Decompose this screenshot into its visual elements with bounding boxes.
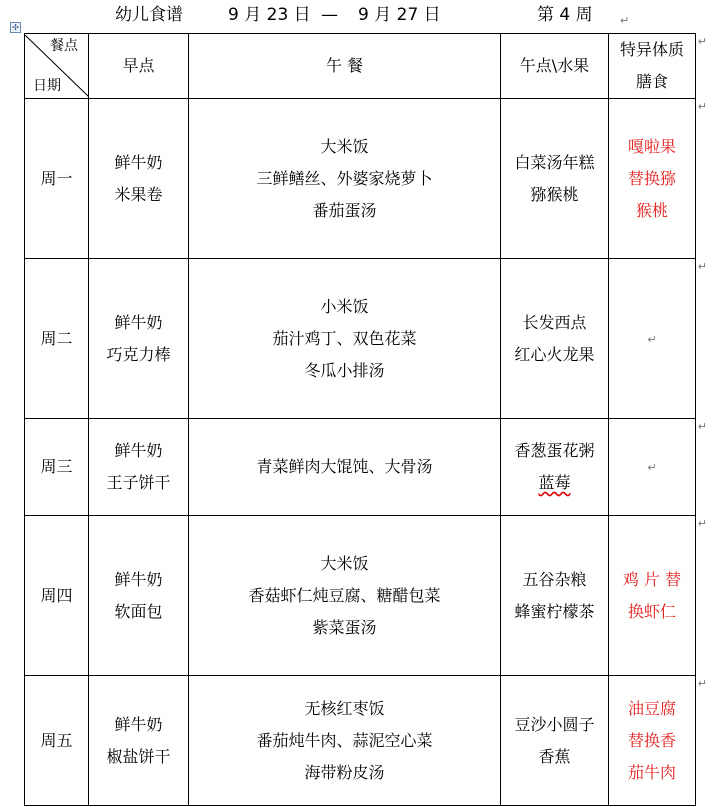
return-arrow-icon: ↵: [697, 100, 707, 113]
snack-item: 香葱蛋花粥: [514, 441, 595, 460]
lunch-item: 青菜鲜肉大馄饨、大骨汤: [256, 457, 433, 476]
snack-cell: [501, 259, 609, 419]
breakfast-item: 米果卷: [114, 184, 163, 204]
special-header-line2: 膳食: [635, 72, 668, 91]
table-row: [25, 259, 696, 419]
lunch-item: 大米饭: [320, 136, 369, 156]
date-from: 9 月 23 日: [228, 5, 311, 25]
breakfast-item: 鲜牛奶: [114, 441, 163, 460]
breakfast-item: 鲜牛奶: [114, 714, 163, 734]
lunch-cell: [189, 516, 501, 676]
special-diet-cell: [609, 516, 707, 676]
special-item: 茄牛肉: [627, 762, 676, 782]
special-header-line1: 特异体质: [619, 40, 684, 59]
return-arrow-icon: ↵: [620, 14, 630, 27]
column-header-lunch: 午 餐: [189, 34, 501, 99]
breakfast-cell: [89, 419, 189, 516]
lunch-item: 冬瓜小排汤: [304, 360, 385, 380]
return-arrow-icon: ↵: [647, 461, 657, 474]
special-item: 猴桃: [635, 200, 668, 220]
day-cell: 周五: [25, 676, 89, 806]
special-diet-cell: [609, 676, 707, 806]
day-cell: 周三: [25, 419, 89, 516]
lunch-item: 紫菜蛋汤: [312, 617, 377, 637]
breakfast-item: 鲜牛奶: [114, 152, 163, 172]
lunch-cell: [189, 99, 501, 259]
day-cell: 周四: [25, 516, 89, 676]
lunch-item: 海带粉皮汤: [304, 762, 385, 782]
column-header-breakfast: 早点: [89, 34, 189, 99]
table-move-handle-icon[interactable]: ✣: [10, 22, 21, 33]
page-title: [0, 0, 718, 30]
special-diet-cell: [609, 259, 707, 419]
column-header-snack: 午点\水果: [501, 34, 609, 99]
table-row: [25, 419, 696, 516]
table-row: [25, 99, 696, 259]
breakfast-item: 鲜牛奶: [114, 569, 163, 589]
lunch-item: 三鲜鳝丝、外婆家烧萝卜: [256, 168, 433, 188]
snack-item: 豆沙小圆子: [514, 714, 595, 734]
table-row: [25, 516, 696, 676]
snack-item: 红心火龙果: [514, 344, 595, 364]
return-arrow-icon: ↵: [697, 420, 707, 433]
lunch-item: 茄汁鸡丁、双色花菜: [272, 328, 417, 348]
return-arrow-icon: ↵: [647, 332, 657, 346]
breakfast-item: 巧克力棒: [106, 344, 171, 364]
snack-item: 白菜汤年糕: [514, 152, 595, 172]
breakfast-item: 椒盐饼干: [106, 746, 171, 766]
lunch-cell: [189, 419, 501, 516]
return-arrow-icon: ↵: [697, 260, 707, 273]
corner-label-meal: 餐点: [50, 38, 78, 54]
date-to: 9 月 27 日: [358, 5, 441, 25]
lunch-item: 大米饭: [320, 553, 369, 573]
lunch-item: 无核红枣饭: [304, 698, 385, 718]
lunch-cell: [189, 259, 501, 419]
lunch-item: 小米饭: [320, 296, 369, 316]
snack-item: 蜂蜜柠檬茶: [514, 601, 595, 621]
return-arrow-icon: ↵: [697, 677, 707, 690]
lunch-cell: [189, 676, 501, 806]
title-text: 幼儿食谱: [115, 5, 183, 25]
special-diet-cell: [609, 419, 707, 516]
return-arrow-icon: ↵: [697, 517, 707, 530]
snack-cell: [501, 99, 609, 259]
snack-item: 猕猴桃: [530, 184, 579, 204]
corner-label-date: 日期: [33, 78, 61, 94]
menu-table: [24, 33, 707, 806]
breakfast-cell: [89, 676, 189, 806]
breakfast-cell: [89, 99, 189, 259]
header-row: [25, 34, 696, 99]
column-header-special: [609, 34, 707, 99]
breakfast-cell: [89, 259, 189, 419]
special-diet-cell: [609, 99, 707, 259]
special-item: 油豆腐: [627, 698, 676, 718]
breakfast-item: 鲜牛奶: [114, 312, 163, 332]
special-item: 替换猕: [627, 168, 676, 188]
snack-item: 五谷杂粮: [522, 569, 587, 589]
snack-item: 长发西点: [522, 312, 587, 332]
snack-item: 蓝莓: [538, 473, 571, 492]
return-arrow-icon: ↵: [697, 35, 707, 48]
table-row: [25, 676, 696, 806]
lunch-item: 香菇虾仁炖豆腐、糖醋包菜: [248, 585, 441, 605]
day-cell: 周一: [25, 99, 89, 259]
breakfast-item: 王子饼干: [106, 473, 171, 492]
week-label: 第 4 周: [537, 5, 593, 25]
breakfast-cell: [89, 516, 189, 676]
snack-cell: [501, 516, 609, 676]
snack-item: 香蕉: [538, 746, 571, 766]
snack-cell: [501, 419, 609, 516]
day-cell: 周二: [25, 259, 89, 419]
special-item: 替换香: [627, 730, 676, 750]
breakfast-item: 软面包: [114, 601, 163, 621]
corner-cell: [25, 34, 89, 99]
snack-cell: [501, 676, 609, 806]
special-item: 换虾仁: [627, 601, 676, 621]
special-item: 鸡 片 替: [622, 569, 682, 589]
date-dash: —: [321, 5, 338, 25]
lunch-item: 番茄炖牛肉、蒜泥空心菜: [256, 730, 433, 750]
special-item: 嘎啦果: [627, 136, 676, 156]
lunch-item: 番茄蛋汤: [312, 200, 377, 220]
